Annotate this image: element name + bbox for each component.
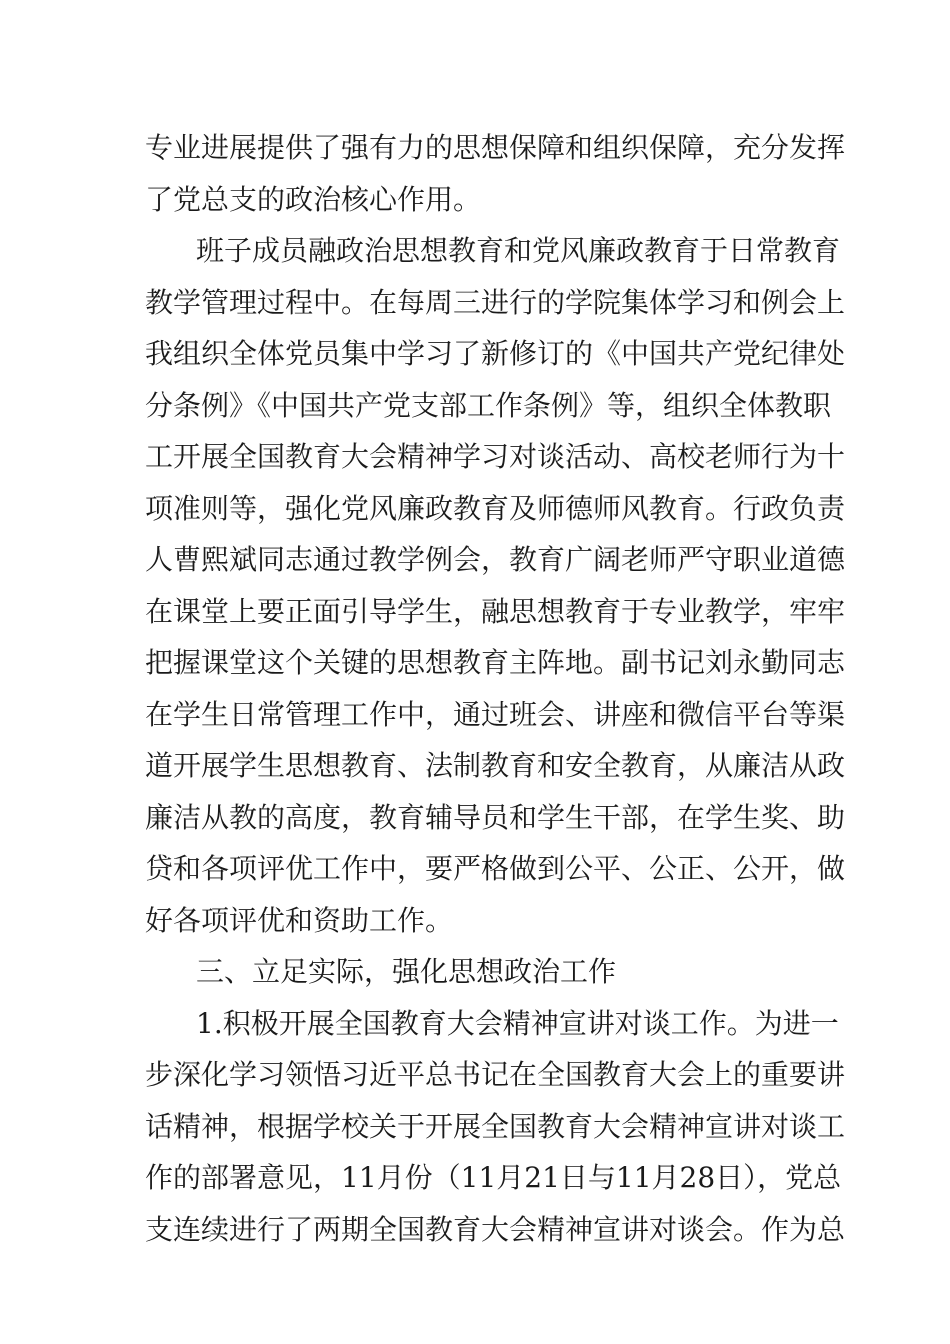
text-line: 把握课堂这个关键的思想教育主阵地。副书记刘永勤同志 [145,646,846,679]
text-line: 步深化学习领悟习近平总书记在全国教育大会上的重要讲 [145,1058,846,1091]
text-line: 班子成员融政治思想教育和党风廉政教育于日常教育 [196,234,841,267]
text-line: 1.积极开展全国教育大会精神宣讲对谈工作。为进一 [196,1006,839,1040]
text-line: 贷和各项评优工作中，要严格做到公平、公正、公开，做 [145,852,846,885]
text-line: 专业进展提供了强有力的思想保障和组织保障，充分发挥 [145,131,846,164]
text-line: 廉洁从教的高度，教育辅导员和学生干部，在学生奖、助 [145,800,846,834]
text-line: 在学生日常管理工作中，通过班会、讲座和微信平台等渠 [145,697,846,731]
text-line: 支连续进行了两期全国教育大会精神宣讲对谈会。作为总 [145,1212,846,1246]
text-line: 三、立足实际，强化思想政治工作 [196,955,617,988]
text-line: 了党总支的政治核心作用。 [145,182,482,216]
text-line: 话精神，根据学校关于开展全国教育大会精神宣讲对谈工 [145,1109,846,1143]
text-line: 好各项评优和资助工作。 [145,903,454,937]
text-line: 工开展全国教育大会精神学习对谈活动、高校老师行为十 [145,440,846,473]
text-line: 项准则等，强化党风廉政教育及师德师风教育。行政负责 [145,491,846,525]
text-line: 作的部署意见，11月份（11月21日与11月28日），党总 [145,1161,842,1194]
text-line: 人曹熙斌同志通过教学例会，教育广阔老师严守职业道德 [145,543,846,576]
body-text [145,122,846,1255]
text-line: 道开展学生思想教育、法制教育和安全教育，从廉洁从政 [145,749,846,782]
text-line: 我组织全体党员集中学习了新修订的《中国共产党纪律处 [145,337,846,370]
text-line: 分条例》《中国共产党支部工作条例》等，组织全体教职 [145,388,832,422]
text-line: 教学管理过程中。在每周三进行的学院集体学习和例会上 [145,285,846,319]
text-line: 在课堂上要正面引导学生，融思想教育于专业教学，牢牢 [145,594,846,628]
